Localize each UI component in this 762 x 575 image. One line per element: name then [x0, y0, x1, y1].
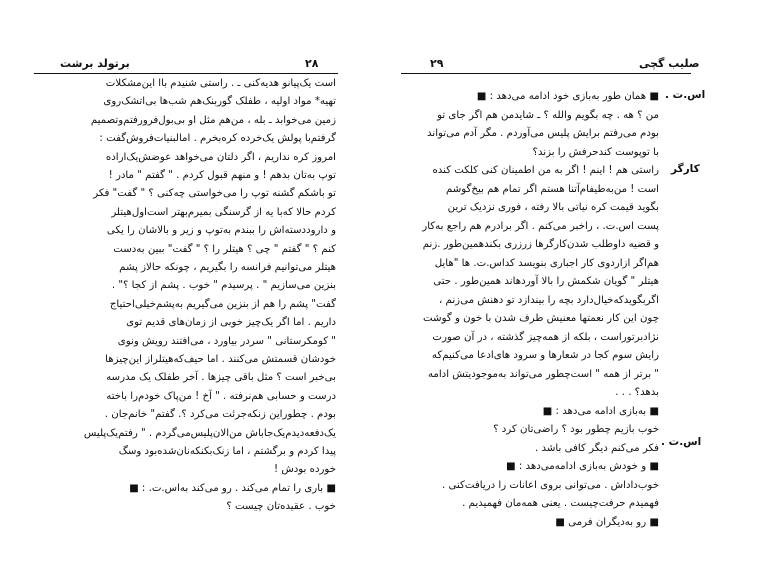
text-line: هیتلر " گویان شکمش را بالا آوردهاند همین‌طور . حتی	[433, 276, 659, 287]
left-header-rule	[34, 73, 338, 74]
text-line: من ؟ هه . چه بگویم والله ؟ ـ شایدمن هم اگر جای تو	[437, 109, 659, 121]
text-line: یک‌دفعه‌دیدم‌یک‌جاباش من‌الان‌پلیس‌می‌گردم . " رفتم‌یک‌پلیس	[83, 427, 336, 439]
text-line: بدهد؟ . . .	[615, 387, 659, 398]
text-line: خوب بازیم چطور بود ؟ راضی‌تان کرد ؟	[493, 424, 659, 435]
text-line: است ! من‌به‌طیفام‌آتنا هستم اگر تمام هم بیخ‌گوشم	[445, 183, 659, 195]
text-line: ■ به‌بازی ادامه می‌دهد : ■	[542, 405, 659, 417]
text-line: ■ رو به‌دیگران فرمی ■	[555, 516, 659, 528]
speaker-label: اس.ت .	[665, 89, 706, 101]
left-page-number: ۲۸	[305, 57, 319, 70]
text-line: با توپوست کندحرفش را بزند؟	[532, 146, 659, 158]
text-line: تو با‌شکم گشنه توپ را می‌خواستی چه‌کنی ؟ " گفت" فکر	[93, 188, 336, 200]
text-line: و داروددسته‌اش را ببندم به‌توپ و زیر و بالاشان را یکی	[106, 225, 336, 237]
text-line: بگوید قیمت کره نیاتی بالا رفته ، فوری نزدیک ترین	[447, 202, 659, 213]
right-page-title: صلیب گچی	[639, 57, 700, 70]
text-line: گرفتم‌با پولش یک‌خرده کره‌بخرم . اما‌لبنیات‌فروش‌گفت :	[99, 133, 336, 145]
text-line: گفت" پشم را هم از بنزین می‌گیریم به‌پشم‌خیلی‌احتیاج	[109, 298, 336, 310]
right-header-rule	[401, 73, 691, 74]
text-line: پیدا کردم و برگشتم ، اما زنک‌بکنکه‌نان‌شده‌بود وسگ	[118, 446, 336, 457]
text-line: کنم ؟ " گفتم " چی ؟ هیتلر را ؟ " گفت" ببین به‌دست	[113, 243, 336, 255]
text-line: درست و حسابی هم‌نرفته . " آخ ! من‌پاک خودم‌را باخته	[106, 390, 336, 402]
text-line: زمین می‌خوابد ـ بله ، من‌هم مثل او بی‌بول‌فرورفتم‌وتصمیم	[90, 114, 336, 126]
text-line: و قضیه داوطلب شدن‌کارگرها زرزری بکندهمین‌طور .زنم	[422, 239, 659, 250]
text-line: خودشان قسمتش می‌کنند . اما حیف‌که‌هیتلراز این‌چیزها	[105, 354, 336, 365]
text-line: چون این کار نعمتها معنیش طرف شدن با خون و گوشت	[423, 313, 659, 324]
speaker-label: اس.ت .	[661, 436, 702, 448]
text-line: توپ به‌تان بدهم ! و منهم قبول کردم . " گفتم " مادر !	[108, 170, 336, 181]
text-line: " برتر از همه " است‌چطور می‌تواند به‌موجودیتش ادامه	[427, 368, 659, 380]
text-line: فکر می‌کنم دیگر کافی باشد .	[535, 442, 659, 454]
right-page-number: ۲۹	[430, 57, 444, 70]
text-line: خورده بودش !	[274, 464, 336, 476]
text-line: رایش سوم کجا در شعارها و سرود های‌ادعا می‌کنیم‌که	[431, 350, 659, 361]
text-line: بودم می‌رفتم برایش پلیس می‌آوردم . مگر آدم می‌تواند	[427, 128, 659, 139]
text-line: بی‌خبر است ؟ مثل باقی چیزها . آخر طفلک یک مدرسه	[106, 372, 336, 384]
text-line: خوب . عقیده‌تان چیست ؟	[226, 501, 336, 513]
text-line: کردم حالا که‌با یه از گرسنگی بمیرم‌بهتر است‌اول‌هیتلر	[111, 206, 336, 218]
text-line: داریم . اما اگر یک‌چیز خوبی از زمان‌های قدیم توی	[126, 317, 336, 329]
text-line: تهیه* مواد اولیه ، طفلک گوربنک‌هم شب‌ها بی‌اتشک‌روی	[103, 96, 336, 108]
text-line: بودم . چطوراین زنکه‌جرئت می‌کرد ؟. گفتم" خانم‌جان .	[104, 409, 336, 421]
text-line: ■ باری را تمام می‌کند . رو می‌کند به‌اس.ت. : ■	[129, 482, 336, 494]
text-line: بنزین می‌سازیم " . پرسیدم " خوب . پشم از کجا ؟" .	[111, 280, 336, 292]
text-line: اگربگوید‌که‌خیال‌دارد بچه را بیندازد تو دهنش می‌زنم ،	[439, 294, 659, 306]
text-line: نژادبرتوراست ، بلکه از همه‌چیز گذشته ، در آن صورت	[432, 331, 659, 343]
text-line: راستی هم ! اینم ! اگر به من اطمینان کنی کلکت کنده	[432, 165, 659, 176]
left-page-author: برتولد برشت	[60, 57, 130, 70]
speaker-label: کارگر	[671, 163, 700, 175]
text-line: پست اس.ت. ، راخبر می‌کنم . اگر برادرم هم راجع به‌کار	[422, 220, 659, 232]
text-line: هم‌اگر ازاردوی کار اجباری بنویسد کداس.ت. ها "هایل	[434, 257, 659, 269]
text-line: امروز کره نداریم ، اگر دلتان می‌خواهد عوضش‌یک‌اراده	[105, 151, 336, 163]
text-line: هیتلر می‌توانیم فرانسه را بگیریم ، چونکه حالاز پشم	[119, 262, 336, 273]
text-line: خوب‌داداش . می‌توانی بروی اعانات را دریافت‌کنی .	[442, 479, 659, 491]
text-line: است یک‌پیانو هدیه‌کنی ـ . راستی شنیدم باا این‌مشکلات	[105, 78, 336, 89]
text-line: ■ همان طور به‌بازی خود ادامه می‌دهد : ■	[476, 91, 659, 102]
right-page	[381, 0, 762, 575]
text-line: فهمیدم حرفت‌چیست . یعنی همه‌مان فهمیدیم .	[462, 498, 659, 509]
text-line: ■ و خودش به‌بازی ادامه‌می‌دهد : ■	[505, 461, 659, 472]
text-line: " کومکرستانی " سردر بیاورد ، می‌افتند رویش ونوی	[117, 335, 336, 347]
